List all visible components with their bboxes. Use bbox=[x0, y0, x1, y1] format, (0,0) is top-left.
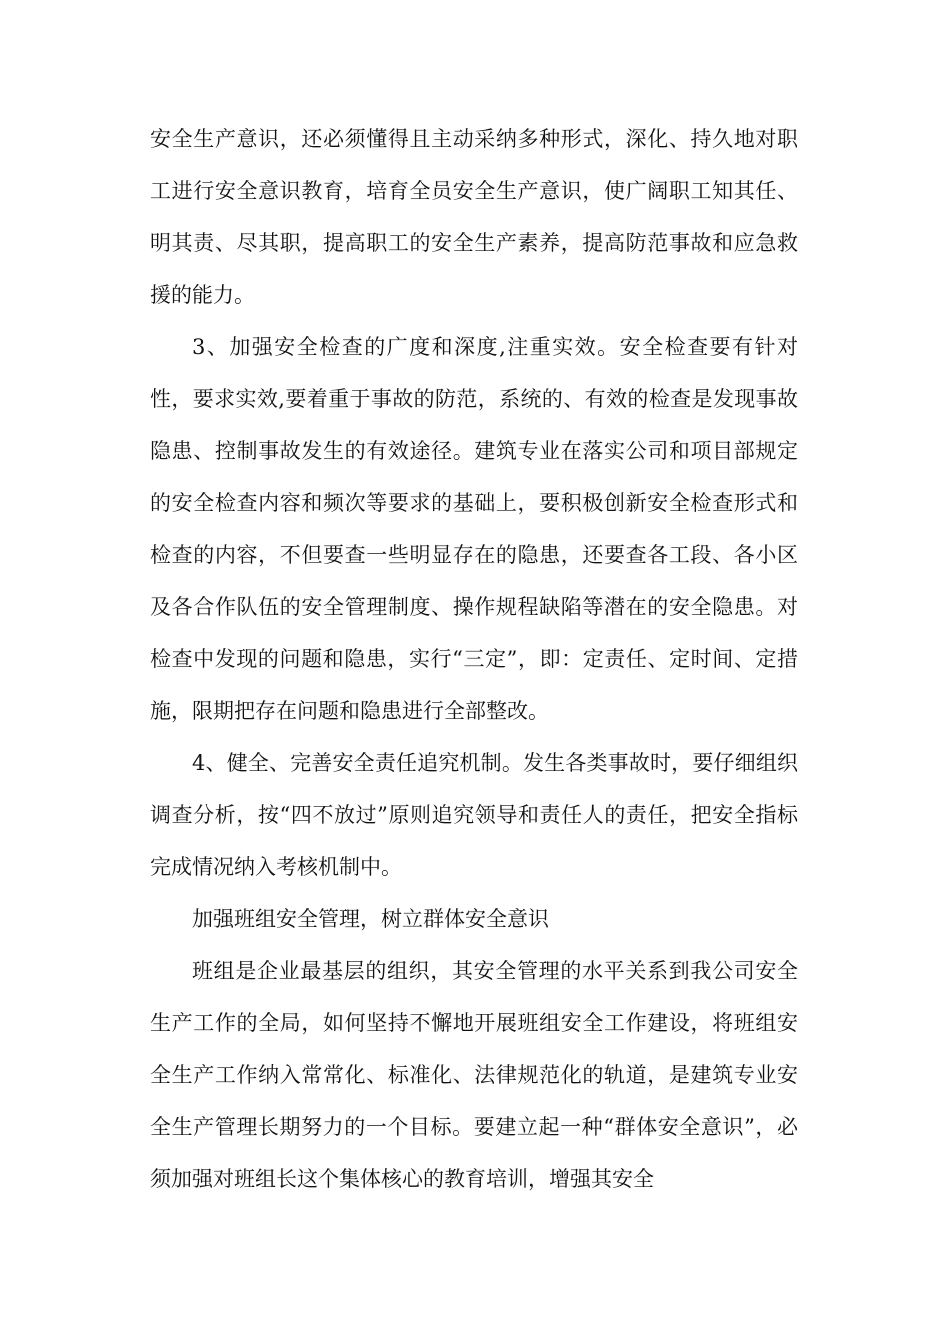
paragraph-item-3-safety-inspection: 3、加强安全检查的广度和深度,注重实效。安全检查要有针对性，要求实效,要着重于事故的防范，系统的、有效的检查是发现事故隐患、控制事故发生的有效途径。建筑专业在落实公司和项目部规定的安全检查内容和频次等要求的基础上，要积极创新安全检查形式和检查的内容，不但要查一些明显存在的隐患，还要查各工段、各小区及各合作队伍的安全管理制度、操作规程缺陷等潜在的安全隐患。对检查中发现的问题和隐患，实行“三定”，即：定责任、定时间、定措施，限期把存在问题和隐患进行全部整改。 bbox=[150, 335, 798, 723]
paragraph-safety-awareness-continued: 安全生产意识，还必须懂得且主动采纳多种形式，深化、持久地对职工进行安全意识教育，培育全员安全生产意识，使广阔职工知其任、明其责、尽其职，提高职工的安全生产素养，提高防范事故和应急救援的能力。 bbox=[150, 127, 798, 307]
paragraph-item-4-accountability: 4、健全、完善安全责任追究机制。发生各类事故时，要仔细组织调查分析，按“四不放过”原则追究领导和责任人的责任，把安全指标完成情况纳入考核机制中。 bbox=[150, 751, 798, 879]
section-heading-team-safety: 加强班组安全管理，树立群体安全意识 bbox=[192, 907, 549, 931]
paragraph-team-safety-management: 班组是企业最基层的组织，其安全管理的水平关系到我公司安全生产工作的全局，如何坚持不懈地开展班组安全工作建设，将班组安全生产工作纳入常常化、标准化、法律规范化的轨道，是建筑专业安全生产管理长期努力的一个目标。要建立起一种“群体安全意识”，必须加强对班组长这个集体核心的教育培训，增强其安全 bbox=[150, 959, 798, 1191]
document-body bbox=[150, 113, 798, 1205]
